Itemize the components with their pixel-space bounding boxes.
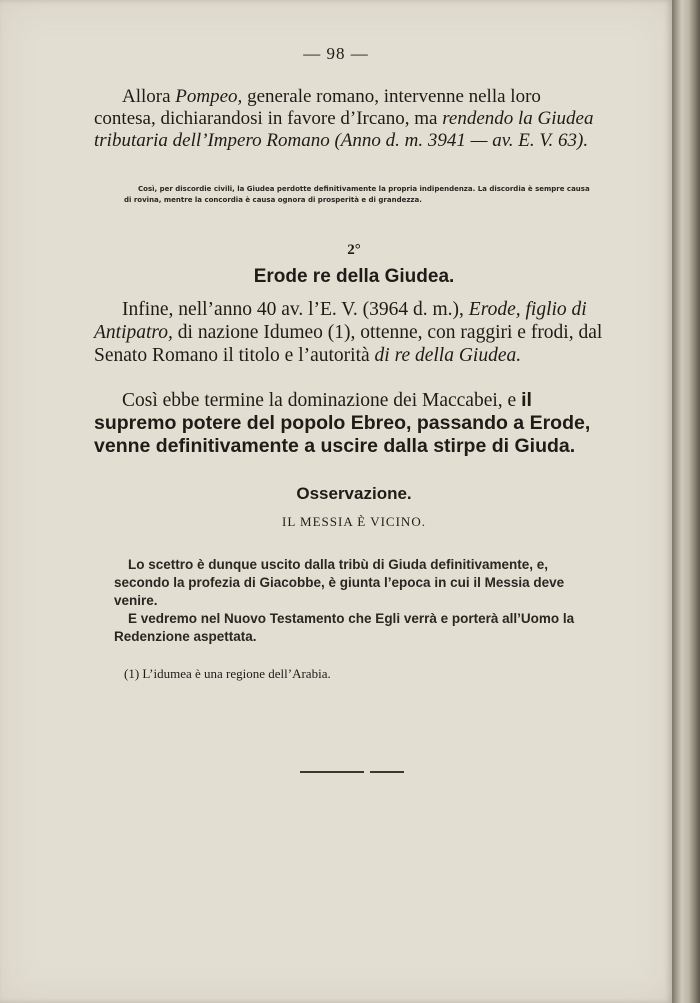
paragraph-maccabei xyxy=(94,389,606,458)
page-edge xyxy=(672,0,700,1003)
paragraph-erode-italic: di re della Giudea. xyxy=(374,345,522,366)
paragraph-pompeo-part2: generale romano, intervenne nella loro contesa, dichiarandosi in favore d’Ircano, ma xyxy=(94,86,541,129)
section-title: Erode re della Giudea. xyxy=(253,266,455,287)
observation-paragraph-1: Lo scettro è dunque uscito dalla tribù di Giuda definitivamente, e, secondo la profezia di Giacobbe, è giunta l’epoca in cui il Messia deve venire. xyxy=(114,557,565,608)
page-number: — 98 — xyxy=(303,44,369,63)
observation-paragraph-2: E vedremo nel Nuovo Testamento che Egli verrà e porterà all’Uomo la Redenzione aspettata. xyxy=(114,611,575,644)
end-rule-right xyxy=(370,771,404,773)
end-rule-left xyxy=(300,771,364,773)
observation-subtitle: IL MESSIA È VICINO. xyxy=(282,514,426,529)
paragraph-erode xyxy=(94,298,606,367)
paragraph-pompeo-italic: rendendo la Giudea tributaria dell’Impero Romano (Anno d. m. 3941 — av. E. V. 63). xyxy=(94,108,594,151)
paragraph-pompeo-part1: Allora xyxy=(122,86,176,107)
pompeo-name: Pompeo, xyxy=(175,86,243,107)
section-number: 2° xyxy=(347,242,361,258)
paragraph-pompeo xyxy=(94,86,606,152)
paragraph-erode-part2: di nazione Idumeo (1), ottenne, con raggiri e frodi, dal Senato Romano il titolo e l’autorità xyxy=(94,322,603,366)
erode-name: Erode, figlio di Antipatro, xyxy=(94,299,587,343)
paragraph-maccabei-bold: il supremo potere del popolo Ebreo, passando a Erode, venne definitivamente a uscire dalla stirpe di Giuda. xyxy=(94,389,591,457)
note-discordia: Così, per discordie civili, la Giudea perdotte definitivamente la propria indipendenza. La discordia è sempre causa di rovina, mentre la concordia è causa ognora di prosperità e di grandezza. xyxy=(124,185,590,204)
paragraph-erode-part1: Infine, nell’anno 40 av. l’E. V. (3964 d. m.), xyxy=(122,299,469,320)
paragraph-maccabei-part1: Così ebbe termine la dominazione dei Maccabei, e xyxy=(122,390,522,411)
footnote: (1) L’idumea è una regione dell’Arabia. xyxy=(124,666,331,681)
observation-title: Osservazione. xyxy=(296,484,412,503)
